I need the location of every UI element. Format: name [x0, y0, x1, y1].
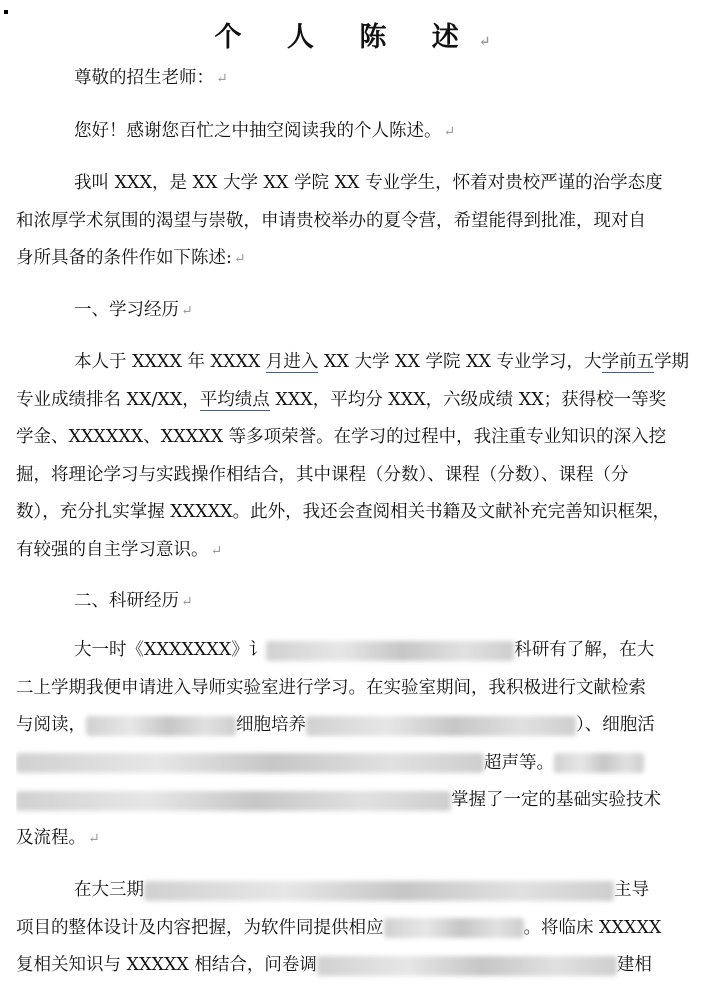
page-title: 个 人 陈 述 ↵	[214, 22, 509, 53]
section-heading-study: 一、学习经历 ↵	[74, 300, 193, 320]
research-paragraph: 大一时《XXXXXXX》讠 科研有了解，在大 二上学期我便申请进入导师实验室进行学习。在实验室期间，我积极进行文献检索 与阅读， 细胞培养 ）、细胞活 超声等。 掌握了一定的基础实验技术 及流程。 ↵	[16, 640, 661, 848]
paragraph-3: 在大三期 主导 项目的整体设计及内容把握，为软件同提供相应 。将临床 XXXXX 复相关知识与 XXXXX 相结合，问卷调 建相	[16, 880, 662, 975]
redacted-text	[144, 881, 614, 901]
paragraph-mark-icon: ↵	[88, 830, 100, 847]
grammar-underline: 平均绩点	[199, 389, 270, 410]
paragraph-mark-icon: ↵	[233, 251, 246, 267]
redacted-text	[317, 956, 617, 976]
paragraph-mark-icon: ↵	[216, 71, 228, 87]
paragraph-mark-icon: ↵	[443, 124, 456, 140]
intro-paragraph: 我叫 XXX，是 XX 大学 XX 学院 XX 专业学生，怀着对贵校严谨的治学态度 和浓厚学术氛围的渴望与崇敬，申请贵校举办的夏令营，希望能得到批准，现对自 身所具备的条件作如下陈述: ↵	[16, 173, 663, 268]
study-paragraph: 本人于 XXXX 年 XXXX 月进入 XX 大学 XX 学院 XX 专业学习，大学前五学期 专业成绩排名 XX/XX，平均绩点 XXX，平均分 XXX，六级成绩 XX；获得校一等奖 学金、XXXXXX、XXXXX 等多项荣誉。在学习的过程中，我注重专业知识的深入挖 掘，将理论学习与实践操作相结合，其中课程（分数）、课程（分数）、课程（分 数），充分扎实掌握 XXXXX。此外，我还会查阅相关书籍及文献补充完善知识框架， 有较强的自主学习意识。 ↵	[16, 352, 690, 560]
paragraph-mark-icon: ↵	[181, 303, 193, 319]
redacted-text	[16, 753, 484, 773]
selection-marker	[4, 10, 8, 14]
redacted-text	[554, 753, 644, 773]
grammar-underline: 月进入	[265, 352, 319, 372]
paragraph-mark-icon: ↵	[210, 542, 223, 559]
paragraph-mark-icon: ↵	[478, 34, 509, 50]
redacted-text	[306, 716, 576, 736]
salutation: 尊敬的招生老师： ↵	[74, 68, 228, 88]
greeting: 您好！感谢您百忙之中抽空阅读我的个人陈述。 ↵	[74, 121, 456, 141]
paragraph-mark-icon: ↵	[181, 594, 193, 610]
grammar-underline: 学前五	[601, 352, 655, 372]
redacted-text	[384, 918, 524, 938]
redacted-text	[16, 791, 451, 811]
section-heading-research: 二、科研经历 ↵	[74, 591, 193, 611]
redacted-text	[266, 641, 514, 661]
redacted-text	[86, 716, 236, 736]
